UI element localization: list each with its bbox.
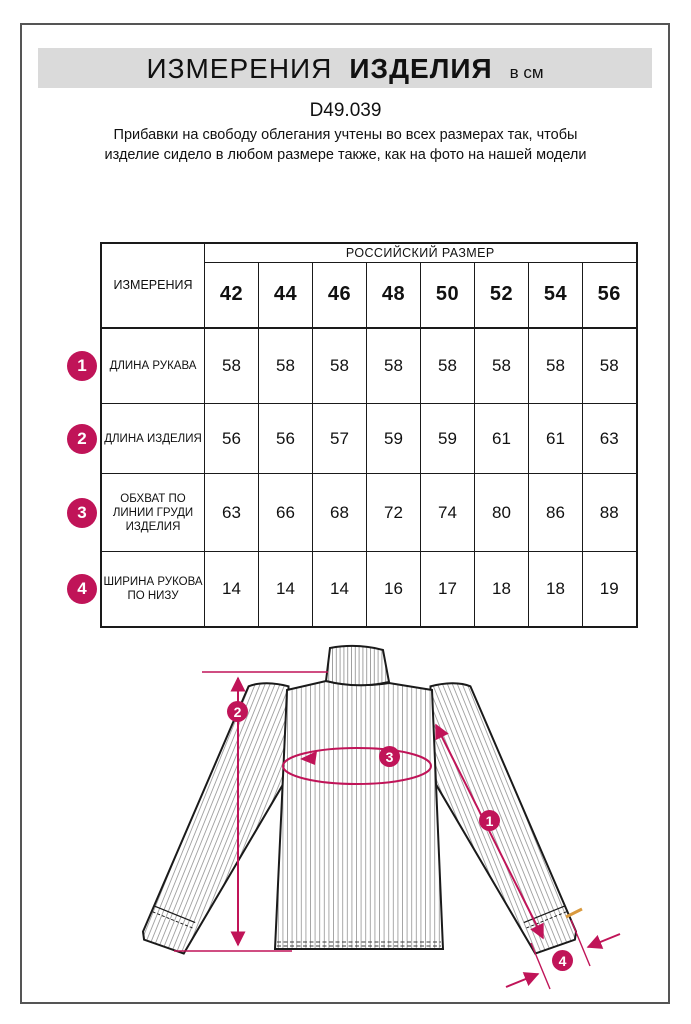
row-badge-cell: [64, 328, 101, 404]
row-number-badge: 4: [67, 574, 97, 604]
table-row: [64, 552, 637, 627]
measurement-label: ДЛИНА ИЗДЕЛИЯ: [101, 404, 205, 474]
measurement-value: 58: [259, 328, 313, 404]
measurement-value: 66: [259, 474, 313, 552]
fit-note: Прибавки на свободу облегания учтены во всех размерах так, чтобы изделие сидело в любом размере также, как на фото на нашей модели: [104, 127, 587, 163]
measurement-value: 57: [313, 404, 367, 474]
measurement-value: 63: [205, 474, 259, 552]
row-badge-cell: [64, 552, 101, 627]
measurement-value: 74: [421, 474, 475, 552]
measurement-value: 63: [583, 404, 637, 474]
measurement-value: 72: [367, 474, 421, 552]
row-number-badge: 3: [67, 498, 97, 528]
row-number-badge: 1: [67, 351, 97, 381]
units-label: в см: [509, 63, 544, 82]
measurement-value: 58: [313, 328, 367, 404]
measurement-value: 18: [529, 552, 583, 627]
measurement-value: 86: [529, 474, 583, 552]
measurement-label: ДЛИНА РУКАВА: [101, 328, 205, 404]
measurement-value: 56: [205, 404, 259, 474]
size-column-header: 54: [529, 263, 583, 328]
russian-size-header: РОССИЙСКИЙ РАЗМЕР: [205, 243, 637, 263]
measurement-label: ОБХВАТ ПО ЛИНИИ ГРУДИ ИЗДЕЛИЯ: [101, 474, 205, 552]
size-column-header: 46: [313, 263, 367, 328]
badge-column-spacer: [64, 243, 101, 328]
measurement-value: 14: [205, 552, 259, 627]
measurement-value: 19: [583, 552, 637, 627]
measurement-value: 59: [421, 404, 475, 474]
turtleneck-collar: [326, 646, 389, 685]
measurement-value: 88: [583, 474, 637, 552]
cuff-arrow-left: [506, 974, 538, 987]
measurement-value: 61: [475, 404, 529, 474]
measurement-value: 58: [583, 328, 637, 404]
diagram-badge-1: 1: [479, 810, 500, 831]
row-badge-cell: [64, 474, 101, 552]
measurement-value: 56: [259, 404, 313, 474]
table-row: [64, 404, 637, 474]
size-table: [64, 242, 638, 628]
diagram-badge-4: 4: [552, 950, 573, 971]
table-row: [64, 474, 637, 552]
diagram-badge-2: 2: [227, 701, 248, 722]
measurement-value: 14: [259, 552, 313, 627]
measurements-column-header: ИЗМЕРЕНИЯ: [101, 243, 205, 328]
measurement-value: 16: [367, 552, 421, 627]
body-front: [275, 681, 443, 949]
measurement-value: 58: [475, 328, 529, 404]
size-column-header: 50: [421, 263, 475, 328]
measurement-value: 68: [313, 474, 367, 552]
size-column-header: 52: [475, 263, 529, 328]
product-code: D49.039: [309, 100, 382, 121]
group-header-row: [64, 243, 637, 263]
diagram-badge-3: 3: [379, 746, 400, 767]
page-title: ИЗМЕРЕНИЯ: [146, 53, 333, 84]
measurement-value: 58: [529, 328, 583, 404]
measurement-value: 14: [313, 552, 367, 627]
table-row: [64, 328, 637, 404]
cuff-arrow-right: [588, 934, 620, 947]
page-title-secondary: ИЗДЕЛИЯ: [349, 53, 493, 84]
row-number-badge: 2: [67, 424, 97, 454]
measurement-value: 61: [529, 404, 583, 474]
measurement-value: 58: [205, 328, 259, 404]
measurement-value: 18: [475, 552, 529, 627]
size-column-header: 42: [205, 263, 259, 328]
size-column-header: 56: [583, 263, 637, 328]
size-column-header: 44: [259, 263, 313, 328]
measurement-value: 17: [421, 552, 475, 627]
row-badge-cell: [64, 404, 101, 474]
cuff-ext-line-outer: [571, 920, 590, 966]
measurement-label: ШИРИНА РУКОВА ПО НИЗУ: [101, 552, 205, 627]
measurement-value: 58: [421, 328, 475, 404]
measurement-value: 58: [367, 328, 421, 404]
measurement-value: 59: [367, 404, 421, 474]
size-column-header: 48: [367, 263, 421, 328]
measurement-value: 80: [475, 474, 529, 552]
